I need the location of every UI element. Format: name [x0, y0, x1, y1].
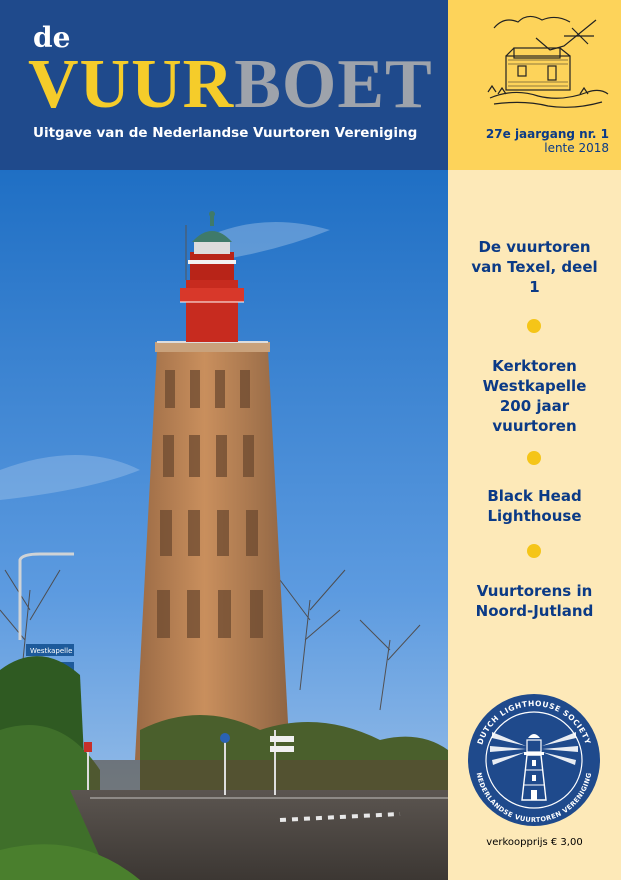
- cover-price: verkoopprijs € 3,00: [486, 837, 583, 848]
- seal-bottom-text: NEDERLANDSE VUURTOREN VERENIGING: [474, 771, 594, 825]
- headline-noord-jutland: Vuurtorens in Noord-Jutland: [475, 582, 594, 620]
- bullet-dot: [527, 319, 541, 333]
- bullet-dot: [527, 544, 541, 558]
- cover-photo-westkapelle-tower: [0, 170, 448, 880]
- issue-season: lente 2018: [544, 141, 609, 155]
- bullet-dot: [527, 451, 541, 465]
- headline-westkapelle: Kerktoren Westkapelle 200 jaar vuurtoren: [482, 357, 587, 435]
- issue-volume: 27e jaargang nr. 1: [485, 127, 609, 141]
- title-part-vuur: VUUR: [28, 46, 235, 123]
- contents-sidebar: [448, 170, 621, 880]
- headline-black-head: Black Head Lighthouse: [487, 487, 582, 525]
- issue-box: [448, 0, 621, 170]
- masthead: [0, 0, 448, 170]
- masthead-subtitle: Uitgave van de Nederlandse Vuurtoren Vereniging: [33, 125, 418, 141]
- masthead-prefix: de: [33, 21, 71, 54]
- title-part-boet: BOET: [234, 46, 433, 123]
- headline-texel: De vuurtoren van Texel, deel 1: [471, 238, 598, 296]
- issue-info: [486, 127, 609, 155]
- magazine-title: [28, 46, 433, 123]
- seal-top-text: DUTCH LIGHTHOUSE SOCIETY: [475, 698, 593, 746]
- society-seal-logo-icon: [458, 688, 611, 828]
- lighthouse-keeper-house-sketch-icon: [484, 8, 612, 114]
- street-sign-text: Westkapelle: [30, 647, 73, 655]
